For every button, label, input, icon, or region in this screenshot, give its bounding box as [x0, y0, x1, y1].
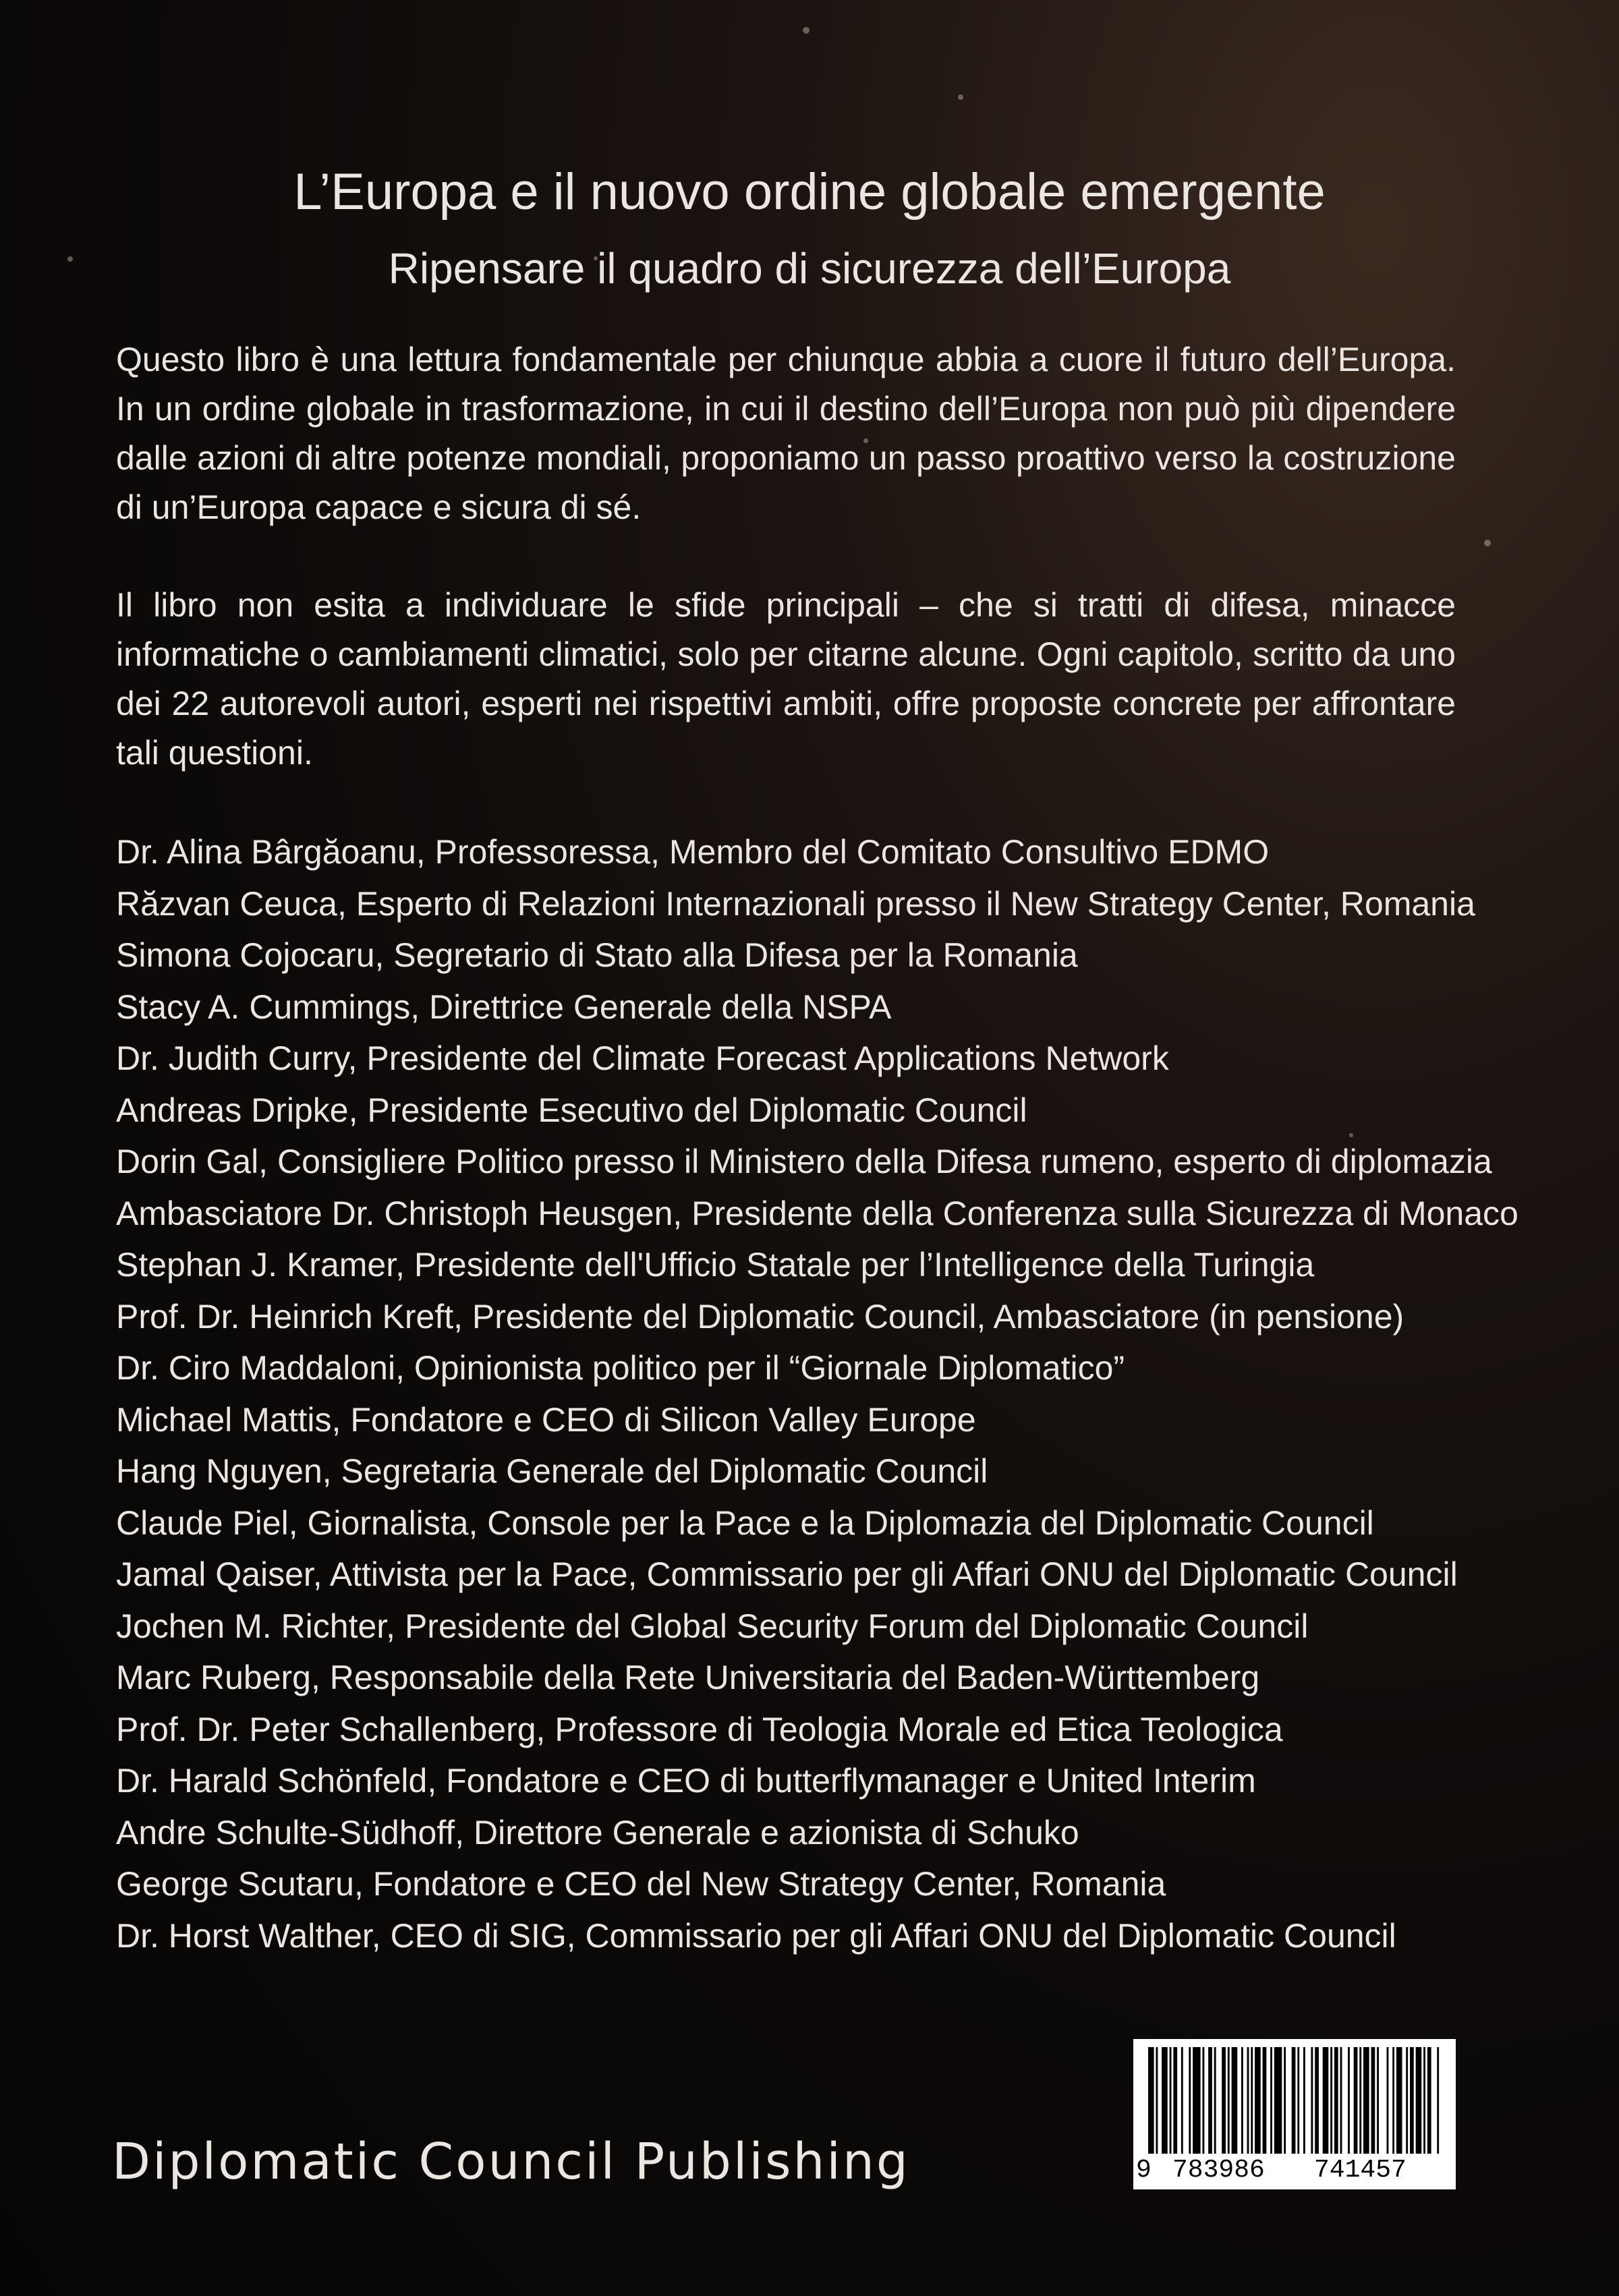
- background-speck: [958, 94, 963, 100]
- background-speck: [803, 27, 810, 34]
- barcode-bar: [1156, 2047, 1158, 2154]
- barcode-bar: [1303, 2047, 1305, 2154]
- barcode-bar: [1387, 2047, 1389, 2154]
- barcode-bar: [1359, 2047, 1361, 2154]
- barcode-bar: [1247, 2047, 1249, 2154]
- barcode-bar: [1173, 2047, 1177, 2154]
- barcode-digits-left: 783986: [1172, 2156, 1265, 2185]
- barcode-bar: [1193, 2047, 1200, 2154]
- author-entry: Marc Ruberg, Responsabile della Rete Universitaria del Baden-Württemberg: [116, 1659, 1260, 1696]
- barcode-bar: [1222, 2047, 1226, 2154]
- author-entry: Stacy A. Cummings, Direttrice Generale della NSPA: [116, 987, 892, 1026]
- book-subtitle: Ripensare il quadro di sicurezza dell’Europa: [388, 244, 1231, 293]
- barcode-bar: [1406, 2047, 1408, 2154]
- barcode-bar: [1363, 2047, 1369, 2154]
- author-entry: Dr. Ciro Maddaloni, Opinionista politico per il “Giornale Diplomatico”: [116, 1349, 1125, 1387]
- barcode-bar: [1377, 2047, 1379, 2154]
- author-entry: George Scutaru, Fondatore e CEO del New Strategy Center, Romania: [116, 1865, 1166, 1903]
- barcode-bar: [1416, 2047, 1422, 2154]
- barcode-bar: [1334, 2047, 1338, 2154]
- author-entry: Dorin Gal, Consigliere Politico presso il Ministero della Difesa rumeno, esperto di diplomazia: [116, 1143, 1492, 1180]
- author-entry: Jamal Qaiser, Attivista per la Pace, Commissario per gli Affari ONU del Diplomatic Council: [116, 1555, 1458, 1593]
- author-entry: Andre Schulte-Südhoff, Direttore Generale e azionista di Schuko: [116, 1813, 1079, 1852]
- barcode-bar: [1251, 2047, 1253, 2154]
- barcode-bar: [1354, 2047, 1358, 2154]
- barcode-bar: [1371, 2047, 1375, 2154]
- barcode-bar: [1270, 2047, 1272, 2154]
- author-entry: Claude Piel, Giornalista, Console per la Pace e la Diplomazia del Diplomatic Council: [116, 1503, 1374, 1542]
- barcode-bar: [1437, 2047, 1439, 2154]
- author-entry: Dr. Horst Walther, CEO di SIG, Commissario per gli Affari ONU del Diplomatic Council: [116, 1916, 1396, 1955]
- barcode-bar: [1232, 2047, 1238, 2154]
- barcode-bar: [1202, 2047, 1204, 2154]
- author-entry: Prof. Dr. Peter Schallenberg, Professore di Teologia Morale ed Etica Teologica: [116, 1710, 1283, 1748]
- author-entry: Simona Cojocaru, Segretario di Stato alla Difesa per la Romania: [116, 936, 1078, 974]
- barcode-bar: [1323, 2047, 1329, 2154]
- barcode-digit-first: 9: [1136, 2156, 1152, 2185]
- barcode-bar: [1162, 2047, 1168, 2154]
- barcode-bar: [1189, 2047, 1191, 2154]
- barcode-bar: [1274, 2047, 1282, 2154]
- barcode-bar: [1315, 2047, 1319, 2154]
- author-entry: Hang Nguyen, Segretaria Generale del Diplomatic Council: [116, 1452, 988, 1490]
- barcode-bar: [1423, 2047, 1425, 2154]
- isbn-barcode: [1133, 2039, 1456, 2189]
- barcode-bar: [1263, 2047, 1267, 2154]
- barcode-bar: [1396, 2047, 1402, 2154]
- author-entry: Ambasciatore Dr. Christoph Heusgen, Presidente della Conferenza sulla Sicurezza di Monaco: [116, 1194, 1518, 1232]
- barcode-bar: [1208, 2047, 1212, 2154]
- barcode-bar: [1410, 2047, 1414, 2154]
- barcode-bar: [1284, 2047, 1286, 2154]
- author-entry: Dr. Harald Schönfeld, Fondatore e CEO di butterflymanager e United Interim: [116, 1762, 1256, 1800]
- barcode-bar: [1241, 2047, 1243, 2154]
- description-paragraph: Il libro non esita a individuare le sfide principali – che si tratti di difesa, minacce informatiche o cambiamenti climatici, solo per citarne alcune. Ogni capitolo, scritto da uno dei 22 autorevoli autori, esperti nei rispettivi ambiti, offre proposte concrete per affrontare tali questioni.: [116, 586, 1456, 772]
- author-entry: Dr. Judith Curry, Presidente del Climate Forecast Applications Network: [116, 1039, 1169, 1077]
- barcode-bar: [1148, 2047, 1154, 2154]
- barcode-bar: [1427, 2047, 1431, 2154]
- barcode-digits-right: 741457: [1314, 2156, 1407, 2185]
- description-paragraph: Questo libro è una lettura fondamentale per chiunque abbia a cuore il futuro dell’Europa. In un ordine globale in trasformazione, in cui il destino dell’Europa non può più dipendere dalle azioni di altre potenze mondiali, proponiamo un passo proattivo verso la costruzione di un’Europa capace e sicura di sé.: [116, 341, 1456, 526]
- barcode-bar: [1292, 2047, 1296, 2154]
- author-entry: Prof. Dr. Heinrich Kreft, Presidente del Diplomatic Council, Ambasciatore (in pensione): [116, 1297, 1404, 1336]
- barcode-bar: [1214, 2047, 1216, 2154]
- barcode-bar: [1228, 2047, 1230, 2154]
- barcode-digits: [1133, 2155, 1456, 2186]
- author-entry: Andreas Dripke, Presidente Esecutivo del Diplomatic Council: [116, 1091, 1027, 1129]
- barcode-bar: [1348, 2047, 1350, 2154]
- barcode-bar: [1392, 2047, 1394, 2154]
- barcode-bar: [1181, 2047, 1183, 2154]
- author-entry: Jochen M. Richter, Presidente del Global Security Forum del Diplomatic Council: [116, 1607, 1309, 1645]
- barcode-bar: [1297, 2047, 1299, 2154]
- author-entry: Stephan J. Kramer, Presidente dell'Ufficio Statale per l’Intelligence della Turingia: [116, 1246, 1315, 1284]
- barcode-bar: [1170, 2047, 1172, 2154]
- author-list: [116, 826, 1533, 1961]
- author-entry: Dr. Alina Bârgăoanu, Professoressa, Membro del Comitato Consultivo EDMO: [116, 833, 1270, 871]
- barcode-bar: [1255, 2047, 1261, 2154]
- barcode-bar: [1311, 2047, 1313, 2154]
- barcode-bar: [1340, 2047, 1342, 2154]
- barcode-bars: [1148, 2047, 1441, 2154]
- author-entry: Michael Mattis, Fondatore e CEO di Silicon Valley Europe: [116, 1400, 976, 1439]
- author-entry: Răzvan Ceuca, Esperto di Relazioni Internazionali presso il New Strategy Center, Romania: [116, 884, 1475, 923]
- publisher-name: Diplomatic Council Publishing: [112, 2133, 910, 2191]
- background-speck: [1484, 540, 1491, 546]
- book-title: L’Europa e il nuovo ordine globale emergente: [293, 163, 1326, 221]
- barcode-bar: [1330, 2047, 1332, 2154]
